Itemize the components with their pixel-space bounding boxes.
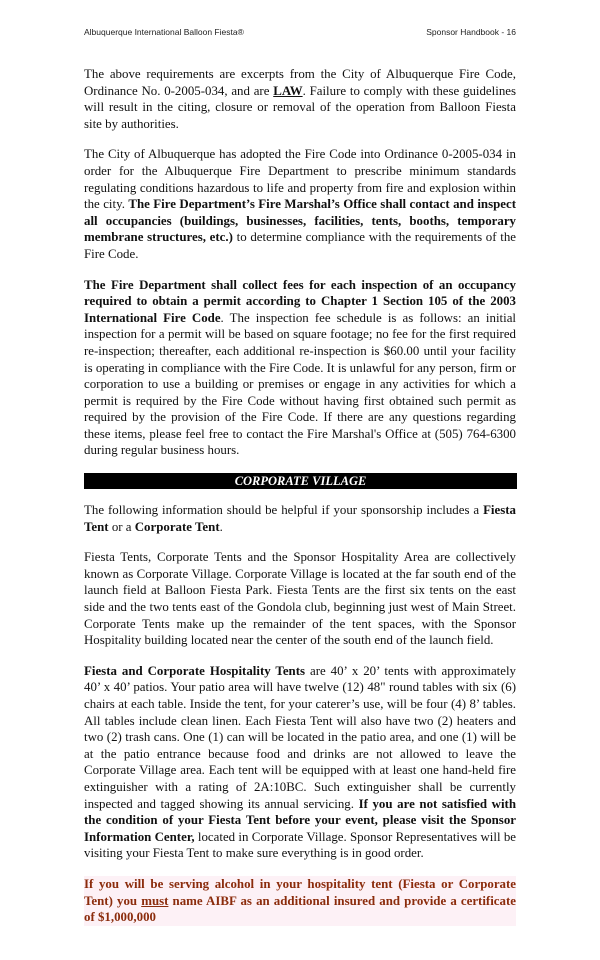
bold-text: Fiesta and Corporate Hospitality Tents [84, 663, 306, 678]
paragraph-fees [84, 277, 516, 460]
text: . Failure to comply with these guidelines will result in the citing, closure or removal of the operation from Balloon Fiesta site by authorities. [84, 83, 517, 131]
paragraph-intro [84, 502, 516, 535]
paragraph-alcohol-notice [84, 876, 516, 926]
bold-text: The Fire Department shall collect fees for each inspection of an occupancy required to obtain a permit according to Chapter 1 Section 105 of the 2003 International Fire Code [84, 277, 516, 325]
text: . [219, 519, 223, 534]
bold-text: The Fire Department’s Fire Marshal’s Office shall contact and inspect all occupancies (buildings, businesses, facilities, tents, booths, temporary membrane structures, etc.) [84, 197, 516, 245]
bold-text: Fiesta Tent [84, 503, 516, 534]
text: If you will be serving alcohol in your hospitality tent (Fiesta or Corporate Tent) you [84, 876, 516, 908]
paragraph-tents [84, 663, 516, 862]
bold-text: Corporate Tent [134, 519, 220, 534]
header-right: Sponsor Handbook - 16 [426, 27, 516, 37]
law-emphasis: LAW [273, 83, 303, 98]
text: The above requirements are excerpts from the City of Albuquerque Fire Code, Ordinance No. 0-2005-034, and are [84, 67, 516, 98]
text: to determine compliance with the requirements of the Fire Code. [84, 230, 516, 261]
header-left: Albuquerque International Balloon Fiesta® [84, 27, 244, 37]
paragraph-law [84, 66, 516, 132]
must-emphasis: must [141, 893, 169, 908]
text: or a [108, 519, 135, 534]
text: are 40’ x 20’ tents with approximately 40’ x 40’ patios. Your patio area will have twelve (12) 48" round tables with six (6) chairs at each table. Inside the tent, for your caterer’s use, will be four (4) 8’ tables. All tables include clean linen. Each Fiesta Tent will also have two (2) heaters and two (2) trash cans. One (1) can will be located in the patio area, and one (1) will be at the patio entrance because food and drinks are not allowed to leave the Corporate Village area. Each tent will be equipped with at least one hand-held fire extinguisher with a rating of 2A:10BC. Such extinguisher shall be currently inspected and tagged showing its annual servicing. [84, 663, 516, 811]
text: The following information should be helpful if your sponsorship includes a [84, 503, 484, 518]
paragraph-corporate-village: Fiesta Tents, Corporate Tents and the Sponsor Hospitality Area are collectively known as Corporate Village. Corporate Village is located at the far south end of the launch field at Balloon Fiesta Park. Fiesta Tents are the first six tents on the east side and the two tents east of the Gondola club, beginning just west of Main Street. Corporate Tents make up the remainder of the tent spaces, with the Sponsor Hospitality building located near the center of the south end of the launch field. [84, 550, 516, 648]
text: name AIBF as an additional insured and provide a certificate of $1,000,000 [84, 893, 516, 925]
text: located in Corporate Village. Sponsor Representatives will be visiting your Fiesta Tent to make sure everything is in good order. [84, 829, 516, 861]
page-header [0, 0, 600, 38]
bold-text: If you are not satisfied with the condition of your Fiesta Tent before your event, please visit the Sponsor Information Center, [84, 796, 516, 844]
text: . The inspection fee schedule is as follows: an initial inspection for a permit will be based on square footage; no fee for the first required re-inspection; thereafter, each additional re-inspection is $60.00 until your facility is operating in compliance with the Fire Code. It is unlawful for any person, firm or corporation to use a building or premises or engage in any activities for which a permit is required by the Fire Code without having first obtained such permit as required by the provision of the Fire Code. If there are any questions regarding these items, please feel free to contact the Fire Marshal's Office at (505) 764-6300 during regular business hours. [84, 310, 517, 458]
paragraph-ordinance [84, 146, 516, 262]
section-banner-corporate-village: CORPORATE VILLAGE [84, 473, 517, 489]
page-body [0, 38, 600, 960]
text: The City of Albuquerque has adopted the Fire Code into Ordinance 0-2005-034 in order for the Albuquerque Fire Department to prescribe minimum standards regulating conditions hazardous to life and property from fire and explosion within the city. [84, 147, 516, 212]
